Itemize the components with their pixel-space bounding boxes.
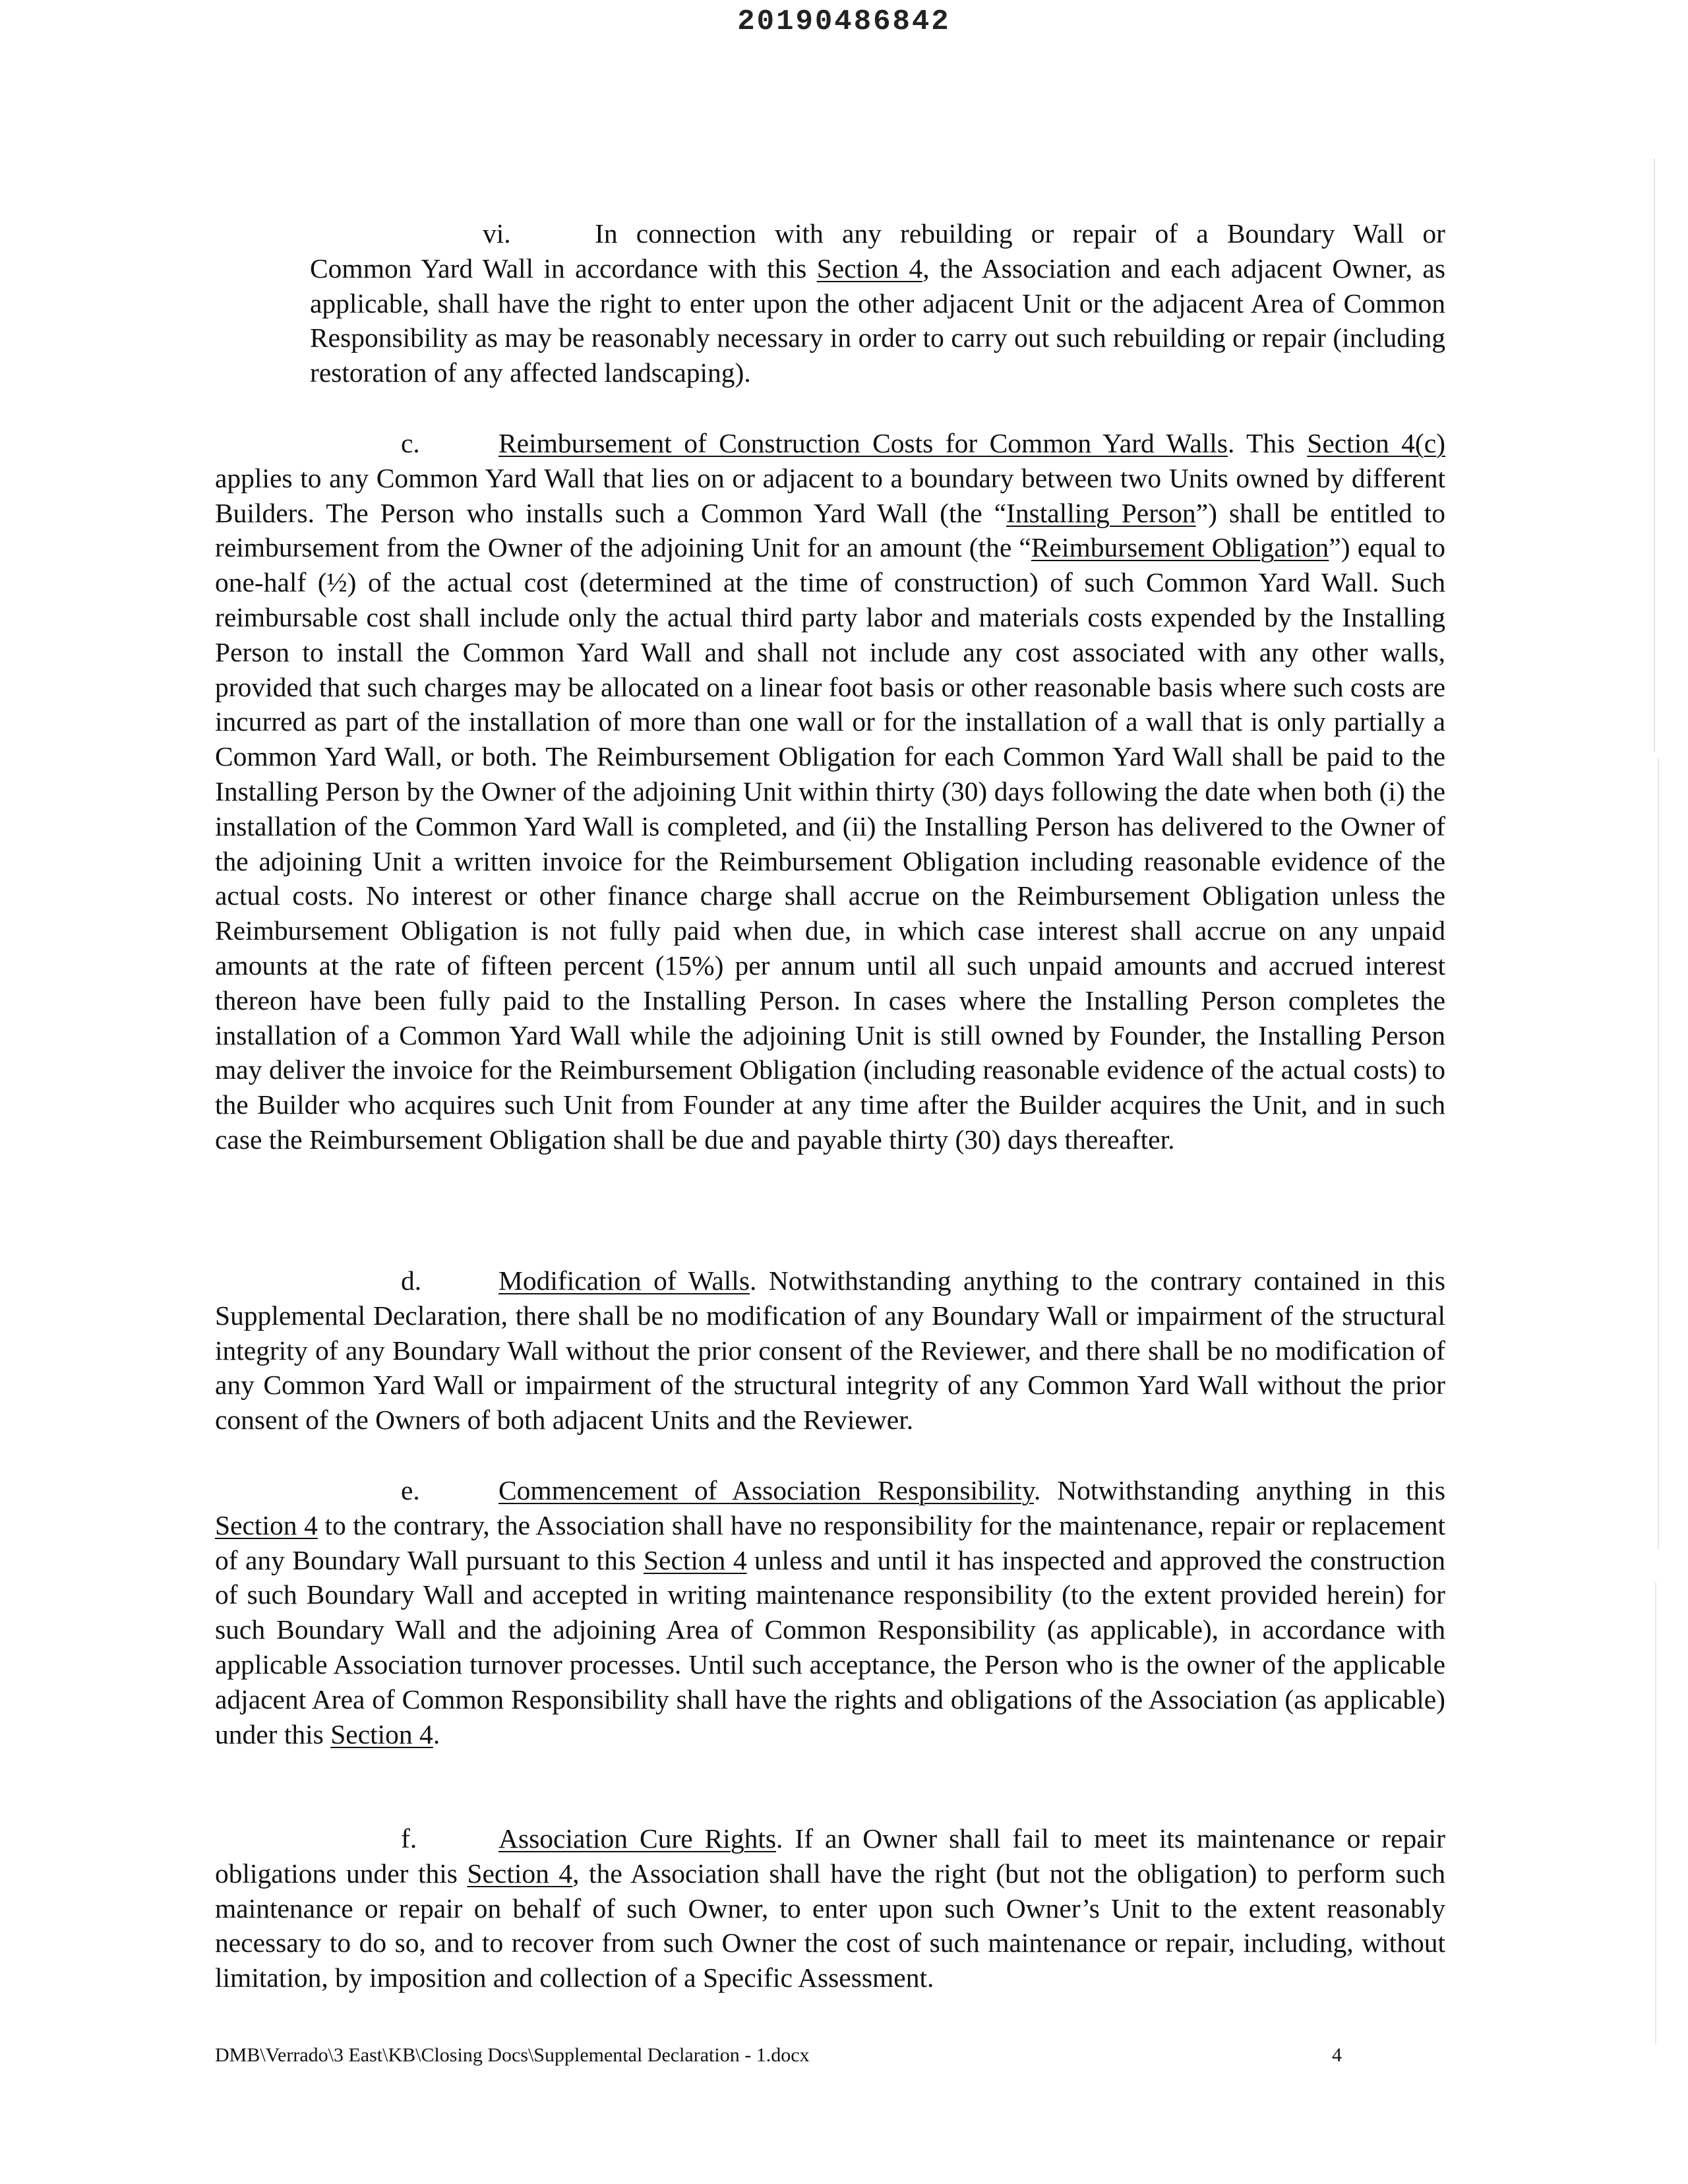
scan-artifact <box>1655 1583 1656 2044</box>
paragraph-d-marker: d. <box>401 1265 422 1296</box>
section-4-link[interactable]: Section 4 <box>215 1509 318 1540</box>
term-reimbursement-obligation: Reimbursement Obligation <box>1031 532 1329 563</box>
paragraph-e-text-4: . <box>433 1718 440 1749</box>
term-installing-person: Installing Person <box>1006 497 1196 528</box>
section-4-link[interactable]: Section 4 <box>330 1718 433 1749</box>
paragraph-vi-text-b: , the Association and each adjacent Owner, as applicable, shall have the right to enter upon the other adjacent Unit or the adjacent Area of Common Responsibility as may be reasonably necessary in order to carry out such rebuilding or repair (including restoration of any affected landscaping). <box>310 253 1445 388</box>
paragraph-c-marker: c. <box>401 428 420 458</box>
paragraph-c-text-2: applies to any Common Yard Wall that lies on or adjacent to a boundary between two Units owned by different Builders. The Person who installs such a Common Yard Wall (the “ <box>215 462 1445 528</box>
paragraph-f-marker: f. <box>401 1823 417 1854</box>
paragraph-e-marker: e. <box>401 1475 420 1505</box>
recording-number: 20190486842 <box>737 5 951 38</box>
paragraph-e-text-2: to the contrary, the Association shall have no responsibility for the maintenance, repair or replacement of any Boundary Wall pursuant to this <box>215 1509 1446 1575</box>
paragraph-vi-text-a: Common Yard Wall in accordance with this <box>310 253 817 284</box>
paragraph-c-text-3: ”) shall be entitled to reimbursement from the Owner of the adjoining Unit for an amount (the “ <box>215 497 1446 563</box>
paragraph-d-text: . Notwithstanding anything to the contrary contained in this Supplemental Declaration, there shall be no modification of any Boundary Wall or impairment of the structural integrity of any Boundary Wall without the prior consent of the Reviewer, and there shall be no modification of any Common Yard Wall or impairment of the structural integrity of any Common Yard Wall without the prior consent of the Owners of both adjacent Units and the Reviewer. <box>215 1265 1445 1436</box>
paragraph-c <box>215 426 1445 1157</box>
paragraph-vi-first-line: In connection with any rebuilding or repair of a Boundary Wall or <box>595 218 1445 249</box>
paragraph-f-text-1: . If an Owner shall fail to meet its maintenance or repair obligations under this <box>215 1823 1445 1889</box>
paragraph-e-text-3: unless and until it has inspected and approved the construction of such Boundary Wall and accepted in writing maintenance responsibility (to the extent provided herein) for such Boundary Wall and the adjoining Area of Common Responsibility (as applicable), in accordance with applicable Association turnover processes. Until such acceptance, the Person who is the owner of the applicable adjacent Area of Common Responsibility shall have the rights and obligations of the Association (as applicable) under this <box>215 1544 1445 1749</box>
paragraph-f <box>215 1821 1445 1995</box>
paragraph-d-heading: Modification of Walls <box>498 1265 750 1296</box>
paragraph-vi-text <box>310 216 1445 390</box>
section-4c-link[interactable]: Section 4(c) <box>1307 428 1445 458</box>
paragraph-d <box>215 1263 1445 1438</box>
paragraph-c-text-4: ”) equal to one-half (½) of the actual cost (determined at the time of construction) of such Common Yard Wall. Such reimbursable cost shall include only the actual third party labor and materials costs expended by the Installing Person to install the Common Yard Wall and shall not include any cost associated with any other walls, provided that such charges may be allocated on a linear foot basis or other reasonable basis where such costs are incurred as part of the installation of more than one wall or for the installation of a wall that is only partially a Common Yard Wall, or both. The Reimbursement Obligation for each Common Yard Wall shall be paid to the Installing Person by the Owner of the adjoining Unit within thirty (30) days following the date when both (i) the installation of the Common Yard Wall is completed, and (ii) the Installing Person has delivered to the Owner of the adjoining Unit a written invoice for the Reimbursement Obligation including reasonable evidence of the actual costs. No interest or other finance charge shall accrue on the Reimbursement Obligation unless the Reimbursement Obligation is not fully paid when due, in which case interest shall accrue on any unpaid amounts at the rate of fifteen percent (15%) per annum until all such unpaid amounts and accrued interest thereon have been fully paid to the Installing Person. In cases where the Installing Person completes the installation of a Common Yard Wall while the adjoining Unit is still owned by Founder, the Installing Person may deliver the invoice for the Reimbursement Obligation (including reasonable evidence of the actual costs) to the Builder who acquires such Unit from Founder at any time after the Builder acquires the Unit, and in such case the Reimbursement Obligation shall be due and payable thirty (30) days thereafter. <box>215 532 1445 1155</box>
section-4-link[interactable]: Section 4 <box>467 1858 573 1889</box>
footer-file-path: DMB\Verrado\3 East\KB\Closing Docs\Supplemental Declaration - 1.docx <box>215 2044 810 2066</box>
paragraph-f-heading: Association Cure Rights <box>498 1823 777 1854</box>
section-4-link[interactable]: Section 4 <box>643 1544 747 1575</box>
paragraph-e <box>215 1473 1445 1751</box>
paragraph-e-text-1: . Notwithstanding anything in this <box>1033 1475 1445 1505</box>
scan-artifact <box>1658 758 1659 1550</box>
paragraph-f-text-2: , the Association shall have the right (but not the obligation) to perform such maintenance or repair on behalf of such Owner, to enter upon such Owner’s Unit to the extent reasonably necessary to do so, and to recover from such Owner the cost of such maintenance or repair, including, without limitation, by imposition and collection of a Specific Assessment. <box>215 1858 1446 1993</box>
page-number: 4 <box>1332 2044 1342 2066</box>
section-4-link[interactable]: Section 4 <box>816 253 923 284</box>
paragraph-c-heading: Reimbursement of Construction Costs for Common Yard Walls <box>498 428 1228 458</box>
paragraph-e-heading: Commencement of Association Responsibility <box>498 1475 1034 1505</box>
paragraph-vi-marker: vi. <box>483 218 511 249</box>
scan-artifact <box>1654 158 1655 752</box>
paragraph-c-text-1: . This <box>1227 428 1308 458</box>
